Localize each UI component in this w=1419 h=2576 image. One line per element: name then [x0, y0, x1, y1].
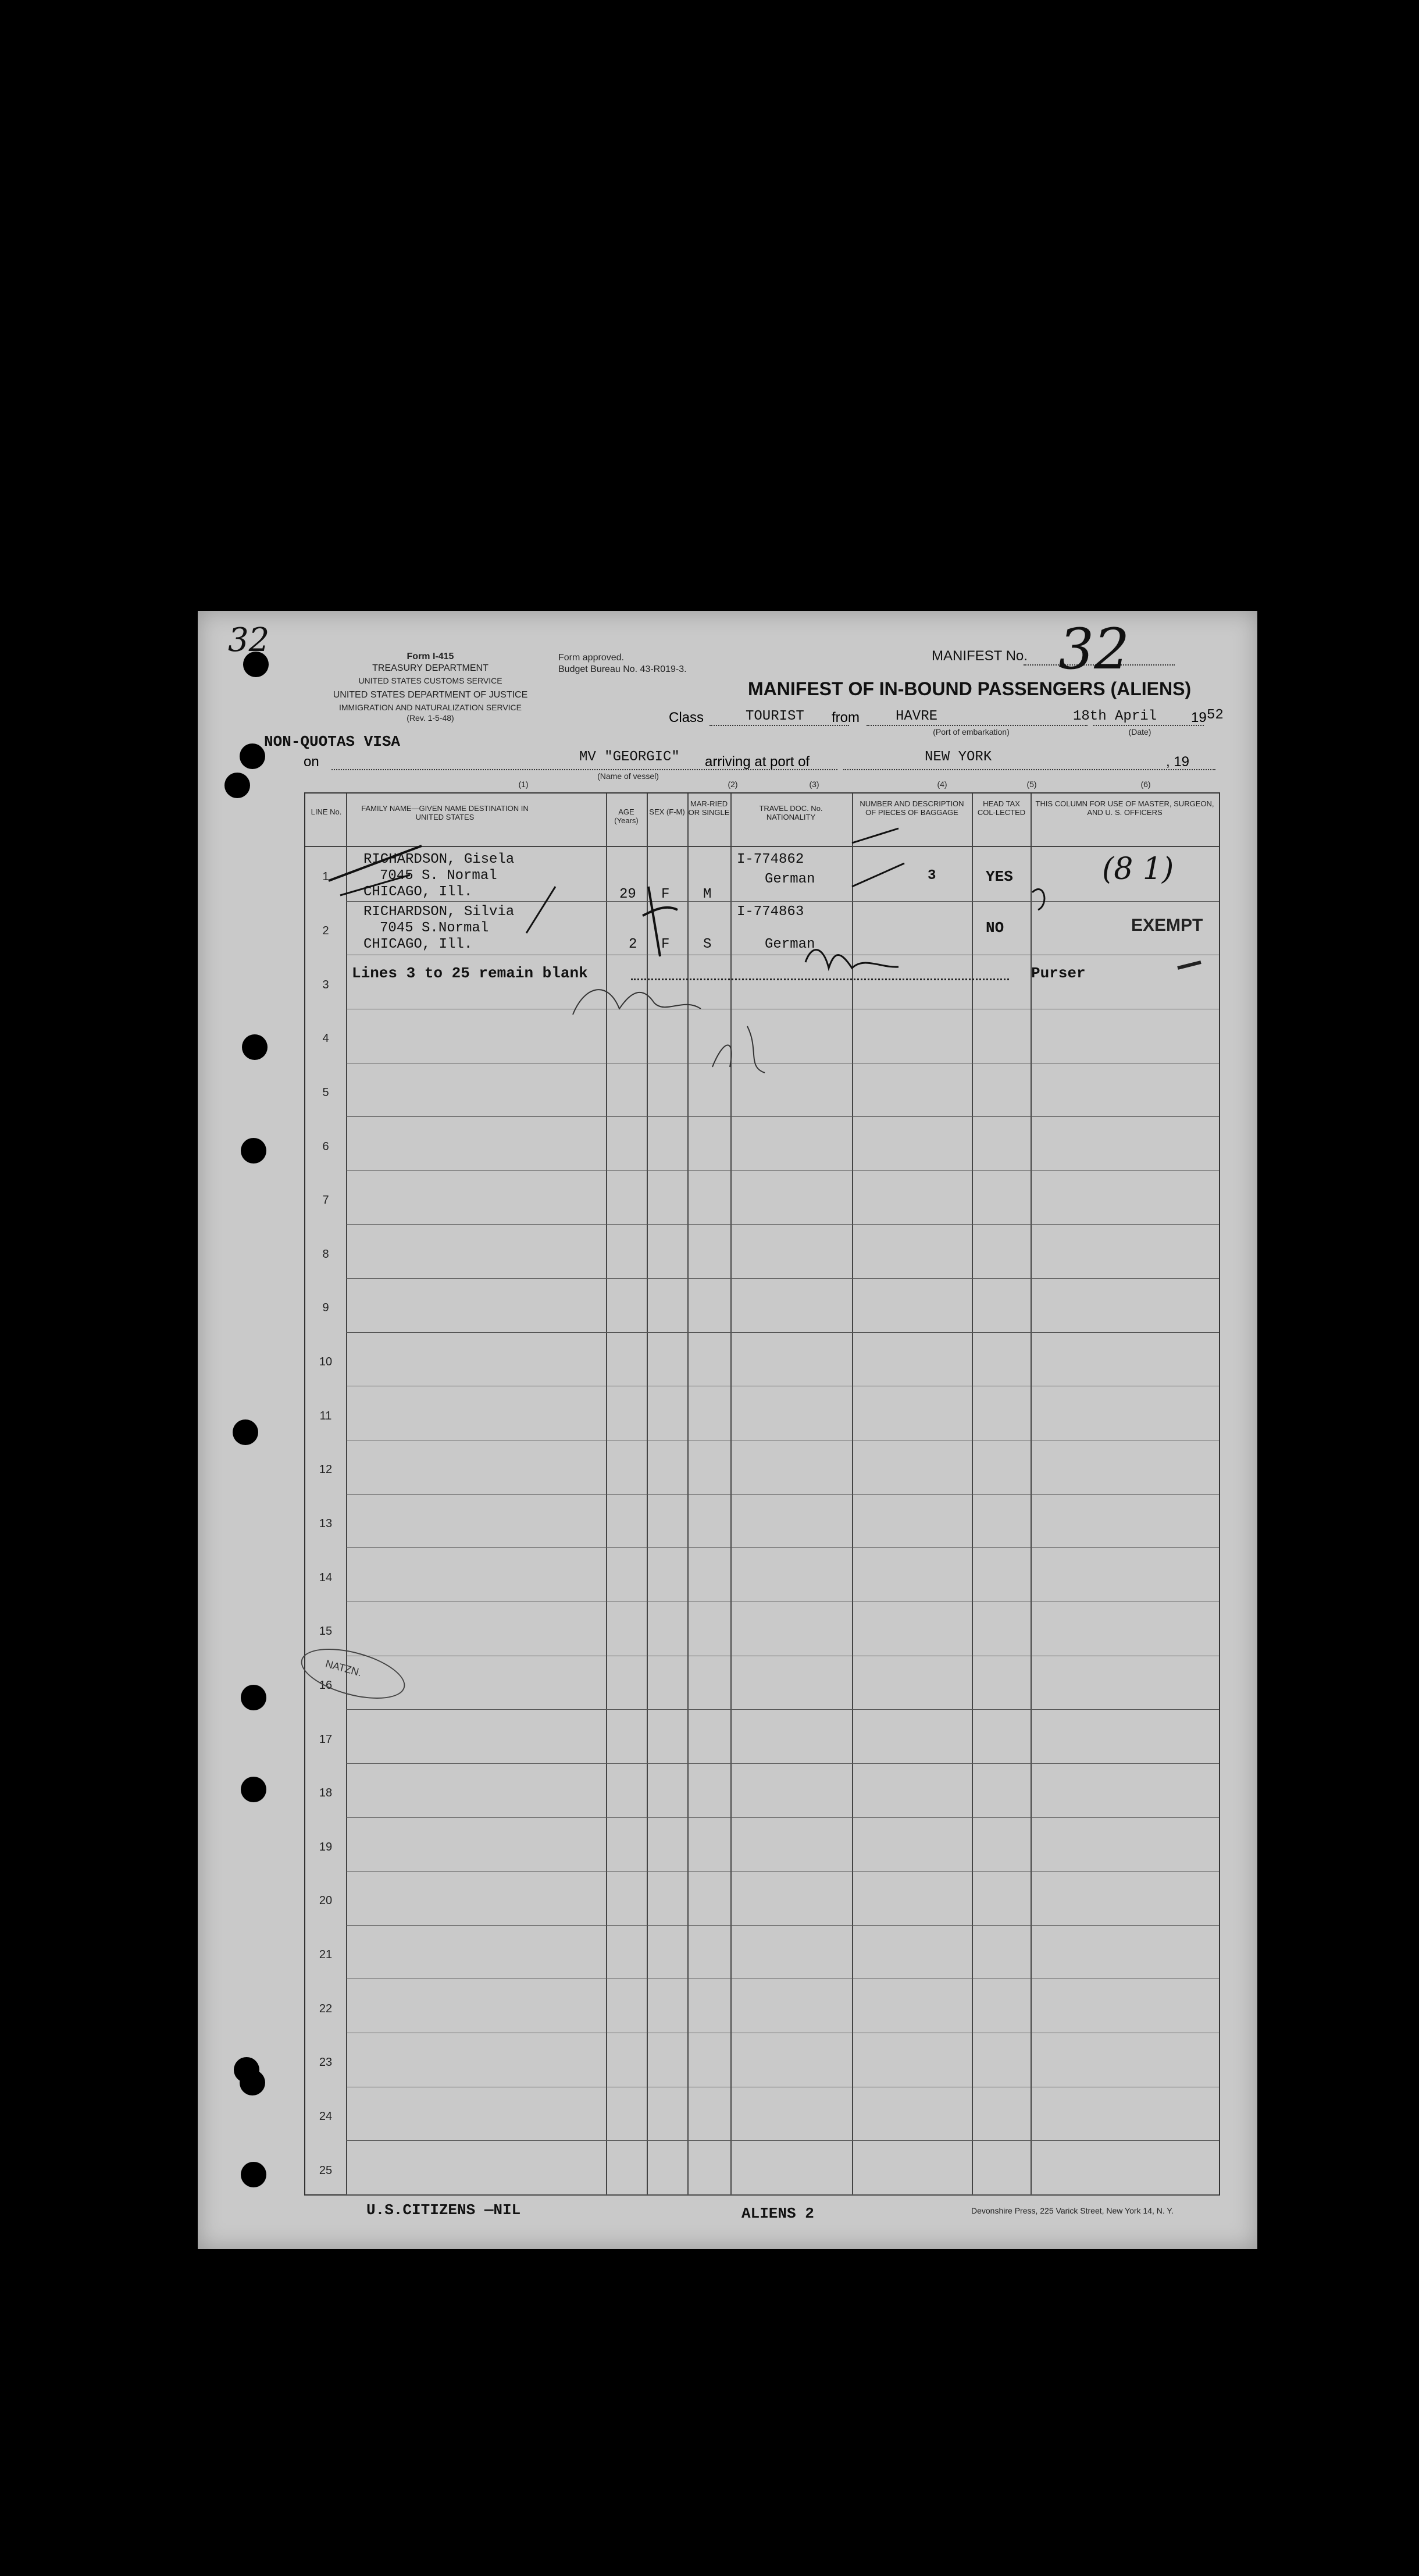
row-number: 25 — [319, 2164, 333, 2177]
arrival-line — [843, 769, 1215, 770]
row-number: 23 — [319, 2056, 333, 2069]
page-title: MANIFEST OF IN-BOUND PASSENGERS (ALIENS) — [748, 678, 1192, 699]
date-caption: (Date) — [1128, 727, 1151, 736]
manifest-label: MANIFEST No. — [932, 648, 1028, 664]
p2-doc: I-774863 — [737, 904, 804, 920]
row-number: 3 — [322, 978, 329, 991]
punch-hole — [241, 1138, 266, 1164]
p1-baggage: 3 — [928, 868, 936, 884]
row-number: 8 — [322, 1247, 329, 1261]
p1-married: M — [703, 887, 712, 902]
p1-city: CHICAGO, Ill. — [363, 884, 473, 900]
punch-hole — [233, 1419, 258, 1445]
row-rule — [346, 1494, 1219, 1495]
col-header-tax: HEAD TAX COL-LECTED — [977, 799, 1026, 817]
row-number: 13 — [319, 1517, 333, 1530]
punch-hole — [241, 1685, 266, 1710]
year-suffix: 52 — [1207, 707, 1224, 723]
p1-tax: YES — [986, 868, 1013, 885]
punch-hole — [224, 773, 250, 798]
row-number: 21 — [319, 1948, 333, 1962]
budget-bureau: Budget Bureau No. 43-R019-3. — [558, 664, 687, 674]
col-header-travel: TRAVEL DOC. No. NATIONALITY — [759, 804, 823, 821]
on-label: on — [304, 754, 319, 770]
p2-age: 2 — [629, 937, 637, 952]
row-number: 15 — [319, 1625, 333, 1638]
row-rule — [346, 1817, 1219, 1818]
col-header-sex: SEX (F-M) — [649, 807, 685, 816]
sail-date: 18th April — [1073, 709, 1157, 724]
vessel-caption: (Name of vessel) — [597, 771, 659, 781]
row-rule — [346, 2140, 1219, 2141]
footer-us-citizens: U.S.CITIZENS —NIL — [366, 2201, 521, 2219]
col-header-married: MAR-RIED OR SINGLE — [688, 799, 730, 817]
col-header-line: LINE No. — [311, 807, 342, 816]
row-number: 20 — [319, 1894, 333, 1908]
row-number: 1 — [322, 870, 329, 884]
p2-name: RICHARDSON, Silvia — [363, 904, 515, 920]
row-number: 7 — [322, 1194, 329, 1207]
row-rule — [346, 1925, 1219, 1926]
col-header-name: FAMILY NAME—GIVEN NAME DESTINATION IN UNITED STATES — [361, 804, 529, 821]
row-number: 10 — [319, 1355, 333, 1369]
arrival-year: , 19 — [1166, 754, 1190, 770]
row-rule — [346, 1547, 1219, 1548]
year-prefix: 19 — [1191, 710, 1207, 725]
p2-address: 7045 S.Normal — [380, 920, 489, 936]
row-number: 22 — [319, 2002, 333, 2015]
port-caption: (Port of embarkation) — [933, 727, 1010, 736]
row-rule — [346, 1278, 1219, 1279]
class-line — [710, 725, 849, 726]
manifest-number: 32 — [1058, 617, 1130, 682]
punch-hole — [242, 1034, 268, 1060]
row-number: 11 — [319, 1409, 332, 1422]
punch-hole — [240, 2070, 265, 2095]
row-number: 12 — [319, 1463, 333, 1476]
p2-tax: NO — [986, 919, 1004, 937]
form-number: Form I-415 — [407, 652, 454, 661]
p1-nationality: German — [765, 871, 815, 887]
col-header-baggage: NUMBER AND DESCRIPTION OF PIECES OF BAGGAGE — [860, 799, 964, 817]
row-number: 6 — [322, 1140, 329, 1153]
row-rule — [346, 1224, 1219, 1225]
class-value: TOURIST — [746, 709, 804, 724]
row-number: 17 — [319, 1732, 333, 1746]
treasury-dept: TREASURY DEPARTMENT — [372, 663, 489, 673]
arriving-label: arriving at port of — [705, 754, 810, 770]
revision: (Rev. 1-5-48) — [407, 713, 454, 723]
col-num-1: (1) — [518, 780, 529, 789]
visa-note: NON-QUOTAS VISA — [264, 733, 401, 750]
p1-age: 29 — [619, 887, 636, 902]
row-number: 24 — [319, 2110, 333, 2123]
p2-officer-note: EXEMPT — [1131, 916, 1203, 935]
col-header-officers: THIS COLUMN FOR USE OF MASTER, SURGEON, AND U. S. OFFICERS — [1035, 799, 1214, 817]
punch-hole — [241, 1777, 266, 1802]
from-label: from — [832, 710, 860, 725]
p2-sex: F — [661, 937, 670, 952]
justice-dept: UNITED STATES DEPARTMENT OF JUSTICE — [333, 690, 528, 700]
margin-note: 32 — [228, 621, 270, 659]
passenger-table — [304, 792, 1220, 2196]
row-number: 18 — [319, 1787, 333, 1800]
footer-aliens: ALIENS 2 — [741, 2205, 814, 2222]
p2-married: S — [703, 937, 712, 952]
customs-service: UNITED STATES CUSTOMS SERVICE — [358, 676, 502, 685]
arrival-port: NEW YORK — [925, 749, 992, 765]
row-number: 5 — [322, 1086, 329, 1099]
p1-address: 7045 S. Normal — [380, 868, 497, 884]
embark-port: HAVRE — [896, 709, 938, 724]
row-number: 4 — [322, 1032, 329, 1045]
row-rule — [346, 2194, 1219, 2195]
row-number: 16 — [319, 1678, 333, 1692]
port-line — [867, 725, 1088, 726]
row-rule — [346, 1332, 1219, 1333]
p1-officer-note: (8 1) — [1102, 852, 1174, 887]
col-num-2: (2) — [728, 780, 738, 789]
col-num-3: (3) — [809, 780, 819, 789]
blank-lines-note: Lines 3 to 25 remain blank — [352, 965, 588, 982]
col-num-6: (6) — [1140, 780, 1151, 789]
p1-sex: F — [661, 887, 670, 902]
row-number: 9 — [322, 1301, 329, 1315]
p2-nationality: German — [765, 937, 815, 952]
col-num-4: (4) — [937, 780, 947, 789]
row-number: 19 — [319, 1840, 333, 1853]
date-line — [1093, 725, 1204, 726]
col-num-5: (5) — [1026, 780, 1037, 789]
natzn-stamp-text: NATZN. — [324, 1657, 363, 1679]
vessel-name: MV "GEORGIC" — [579, 749, 680, 765]
row-number: 14 — [319, 1571, 333, 1584]
p1-doc: I-774862 — [737, 852, 804, 867]
purser-signature: Purser — [1031, 965, 1086, 982]
handwriting-marks — [305, 794, 1219, 1201]
row-rule — [346, 1709, 1219, 1710]
p2-city: CHICAGO, Ill. — [363, 937, 473, 952]
manifest-page — [198, 611, 1257, 2249]
col-header-age: AGE (Years) — [614, 807, 639, 825]
row-rule — [346, 1763, 1219, 1764]
row-number: 2 — [322, 924, 329, 937]
footer-printer: Devonshire Press, 225 Varick Street, New York 14, N. Y. — [971, 2206, 1174, 2215]
form-approved: Form approved. — [558, 653, 624, 663]
p1-name: RICHARDSON, Gisela — [363, 852, 515, 867]
punch-hole — [241, 2162, 266, 2187]
ins-service: IMMIGRATION AND NATURALIZATION SERVICE — [339, 703, 522, 712]
punch-hole — [240, 743, 265, 769]
class-label: Class — [669, 710, 704, 725]
